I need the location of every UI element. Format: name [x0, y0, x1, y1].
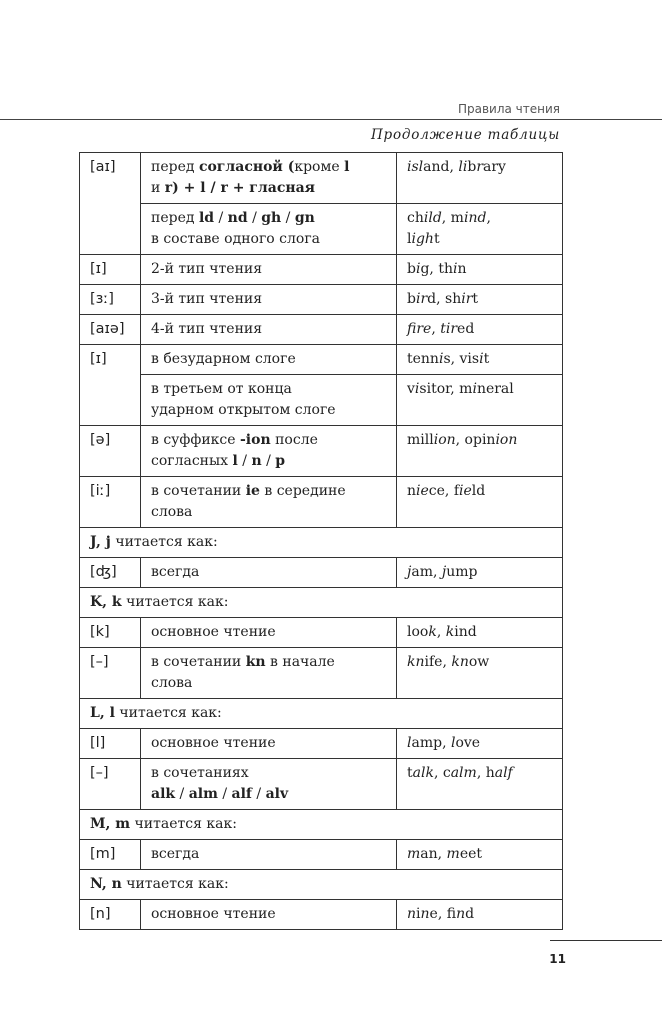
text-segment: в составе одного слога	[151, 231, 321, 247]
letter-header-row	[80, 588, 563, 618]
bold-segment: J, j	[90, 534, 111, 550]
italic-segment: alm	[450, 765, 477, 781]
italic-segment: i	[452, 261, 458, 277]
examples-cell	[397, 204, 563, 255]
text-segment: /	[237, 453, 252, 469]
text-segment: в безударном слоге	[151, 351, 296, 367]
text-segment: в середине	[259, 483, 346, 499]
rule-description-cell	[141, 426, 397, 477]
examples-cell	[397, 729, 563, 759]
letter-header-cell	[80, 528, 563, 558]
letter-header-cell	[80, 810, 563, 840]
text-segment: и	[151, 180, 165, 196]
italic-segment: i	[414, 381, 420, 397]
text-segment: ld	[471, 483, 486, 499]
text-segment: , m	[441, 210, 464, 226]
text-segment: mill	[407, 432, 434, 448]
italic-segment: ir	[445, 321, 458, 337]
letter-header-row	[80, 870, 563, 900]
bold-segment: ld	[198, 210, 215, 226]
sound-cell: [–]	[80, 759, 141, 810]
text-segment: neral	[476, 381, 514, 397]
italic-segment: l	[450, 735, 456, 751]
text-segment: t	[483, 351, 490, 367]
text-segment: 4-й тип чтения	[151, 321, 263, 337]
italic-segment: n	[407, 906, 417, 922]
letter-header-row	[80, 699, 563, 729]
text-segment: ce, f	[428, 483, 460, 499]
text-segment: основное чтение	[151, 735, 276, 751]
examples-cell	[397, 759, 563, 810]
rule-row	[80, 648, 563, 699]
text-segment: /	[247, 210, 262, 226]
italic-segment: alk	[412, 765, 434, 781]
italic-segment: m	[446, 846, 460, 862]
italic-segment: i	[472, 381, 477, 397]
text-segment: перед	[151, 210, 199, 226]
text-segment: l	[407, 231, 412, 247]
text-segment: ary	[483, 159, 506, 175]
text-segment: b	[467, 159, 477, 175]
rule-description-cell	[141, 558, 397, 588]
letter-header-row	[80, 810, 563, 840]
text-segment: b	[407, 261, 416, 277]
text-segment: 2-й тип чтения	[151, 261, 263, 277]
text-segment: t	[472, 291, 479, 307]
rule-row	[80, 618, 563, 648]
sound-cell: [k]	[80, 618, 141, 648]
text-segment: /	[251, 786, 266, 802]
text-segment: b	[407, 291, 416, 307]
text-segment: читается как:	[121, 876, 229, 892]
rule-row	[80, 558, 563, 588]
italic-segment: li	[458, 159, 468, 175]
bold-segment: p	[275, 453, 286, 469]
italic-segment: i	[438, 351, 444, 367]
bold-segment: l	[344, 159, 350, 175]
italic-segment: ie	[416, 483, 429, 499]
text-segment: , c	[433, 765, 451, 781]
bold-segment: -ion	[239, 432, 271, 448]
bold-segment: M, m	[90, 816, 131, 832]
text-segment: ind	[454, 624, 477, 640]
text-segment: в суффиксе	[151, 432, 240, 448]
text-segment: 3-й тип чтения	[151, 291, 263, 307]
text-segment: читается как:	[110, 534, 218, 550]
bold-segment: ie	[245, 483, 260, 499]
bold-segment: alf	[231, 786, 252, 802]
rule-description-cell	[141, 285, 397, 315]
rule-description-cell	[141, 729, 397, 759]
table-continuation-label: Продолжение таблицы	[370, 127, 560, 143]
text-segment: an,	[420, 846, 447, 862]
rule-row	[80, 204, 563, 255]
text-segment: ed	[457, 321, 475, 337]
text-segment: /	[217, 786, 232, 802]
examples-cell	[397, 477, 563, 528]
rule-description-cell	[141, 900, 397, 930]
italic-segment: i	[479, 351, 484, 367]
rule-description-cell	[141, 255, 397, 285]
text-segment: в начале	[265, 654, 335, 670]
italic-segment: k	[428, 624, 437, 640]
examples-cell	[397, 315, 563, 345]
rule-description-cell	[141, 345, 397, 375]
italic-segment: ie	[459, 483, 472, 499]
rule-description-cell	[141, 759, 397, 810]
examples-cell	[397, 558, 563, 588]
examples-cell	[397, 375, 563, 426]
text-segment: читается как:	[114, 705, 222, 721]
sound-cell: [iː]	[80, 477, 141, 528]
text-segment: в сочетании	[151, 483, 246, 499]
text-segment: e, fi	[429, 906, 457, 922]
rule-row	[80, 375, 563, 426]
letter-header-cell	[80, 870, 563, 900]
text-segment: eet	[459, 846, 483, 862]
bold-segment: alm	[188, 786, 218, 802]
text-segment: i	[416, 906, 421, 922]
text-segment: ump	[446, 564, 478, 580]
italic-segment: kn	[407, 654, 425, 670]
rule-row	[80, 840, 563, 870]
italic-segment: j	[407, 564, 412, 580]
text-segment: в сочетаниях	[151, 765, 249, 781]
italic-segment: igh	[411, 231, 434, 247]
bold-segment: согласной (	[198, 159, 295, 175]
text-segment: кроме	[294, 159, 345, 175]
text-segment: перед	[151, 159, 199, 175]
italic-segment: n	[420, 906, 430, 922]
text-segment: tenn	[407, 351, 439, 367]
text-segment: всегда	[151, 564, 200, 580]
rule-row	[80, 426, 563, 477]
text-segment: d	[465, 906, 475, 922]
text-segment: слова	[151, 504, 193, 520]
italic-segment: ion	[433, 432, 456, 448]
text-segment: читается как:	[121, 594, 229, 610]
rule-description-cell	[141, 618, 397, 648]
bold-segment: nd	[227, 210, 248, 226]
text-segment: d, sh	[427, 291, 462, 307]
bold-segment: kn	[245, 654, 266, 670]
sound-cell: [–]	[80, 648, 141, 699]
text-segment: t	[407, 765, 413, 781]
reading-rules-table	[79, 152, 563, 930]
text-segment: всегда	[151, 846, 200, 862]
text-segment: sitor, m	[419, 381, 473, 397]
examples-cell	[397, 285, 563, 315]
italic-segment: ind	[463, 210, 487, 226]
text-segment: в сочетании	[151, 654, 246, 670]
bold-segment: alk	[151, 786, 176, 802]
examples-cell	[397, 426, 563, 477]
text-segment: слова	[151, 675, 193, 691]
italic-segment: fire	[407, 321, 432, 337]
text-segment: t	[433, 231, 440, 247]
italic-segment: ion	[495, 432, 518, 448]
italic-segment: l	[407, 735, 412, 751]
bold-segment: N, n	[90, 876, 122, 892]
text-segment: ,	[431, 321, 441, 337]
examples-cell	[397, 900, 563, 930]
letter-header-cell	[80, 588, 563, 618]
text-segment: ударном открытом слоге	[151, 402, 336, 418]
text-segment: n	[457, 261, 467, 277]
sound-cell: [aɪ]	[80, 153, 141, 255]
italic-segment: kn	[451, 654, 469, 670]
sound-cell: [aɪə]	[80, 315, 141, 345]
text-segment: and,	[423, 159, 459, 175]
text-segment: /	[214, 210, 228, 226]
italic-segment: m	[407, 846, 421, 862]
reading-rules-body	[80, 153, 563, 930]
text-segment: основное чтение	[151, 906, 276, 922]
rule-description-cell	[141, 840, 397, 870]
bold-segment: alv	[265, 786, 289, 802]
italic-segment: k	[445, 624, 455, 640]
text-segment: после	[270, 432, 318, 448]
text-segment: ove	[455, 735, 481, 751]
text-segment: n	[407, 483, 417, 499]
text-segment: основное чтение	[151, 624, 276, 640]
sound-cell: [ʤ]	[80, 558, 141, 588]
text-segment: читается как:	[130, 816, 237, 832]
examples-cell	[397, 345, 563, 375]
italic-segment: ir	[461, 291, 473, 307]
sound-cell: [l]	[80, 729, 141, 759]
italic-segment: r	[476, 159, 484, 175]
rule-row	[80, 315, 563, 345]
text-segment: ,	[436, 624, 446, 640]
rule-row	[80, 255, 563, 285]
sound-cell: [n]	[80, 900, 141, 930]
text-segment: согласных	[151, 453, 233, 469]
text-segment: ch	[407, 210, 424, 226]
running-head: Правила чтения	[457, 102, 560, 116]
text-segment: /	[175, 786, 189, 802]
text-segment: loo	[407, 624, 429, 640]
bold-segment: n	[251, 453, 262, 469]
rule-row	[80, 759, 563, 810]
letter-header-row	[80, 528, 563, 558]
rule-description-cell	[141, 477, 397, 528]
italic-segment: ir	[415, 291, 428, 307]
text-segment: v	[407, 381, 415, 397]
text-segment: /	[261, 453, 276, 469]
rule-description-cell	[141, 375, 397, 426]
italic-segment: j	[441, 564, 447, 580]
examples-cell	[397, 618, 563, 648]
text-segment: в третьем от конца	[151, 381, 292, 397]
rule-description-cell	[141, 648, 397, 699]
bold-segment: gh	[261, 210, 282, 226]
footer-rule	[550, 940, 662, 941]
italic-segment: alf	[494, 765, 513, 781]
rule-description-cell	[141, 204, 397, 255]
header-rule	[0, 119, 662, 120]
sound-cell: [ɜː]	[80, 285, 141, 315]
rule-row	[80, 477, 563, 528]
text-segment: ow	[468, 654, 490, 670]
bold-segment: L, l	[90, 705, 115, 721]
text-segment: , h	[476, 765, 495, 781]
examples-cell	[397, 648, 563, 699]
examples-cell	[397, 153, 563, 204]
sound-cell: [ɪ]	[80, 345, 141, 426]
text-segment: g, th	[420, 261, 453, 277]
text-segment: s, vis	[443, 351, 480, 367]
text-segment: , opin	[455, 432, 496, 448]
rule-row	[80, 729, 563, 759]
rule-description-cell	[141, 153, 397, 204]
italic-segment: ild	[423, 210, 442, 226]
page-number: 11	[549, 952, 566, 966]
rule-row	[80, 285, 563, 315]
bold-segment: K, k	[90, 594, 122, 610]
examples-cell	[397, 255, 563, 285]
sound-cell: [ə]	[80, 426, 141, 477]
rule-row	[80, 153, 563, 204]
text-segment: amp,	[411, 735, 451, 751]
text-segment: am,	[411, 564, 442, 580]
sound-cell: [ɪ]	[80, 255, 141, 285]
italic-segment: isl	[407, 159, 424, 175]
italic-segment: i	[415, 261, 421, 277]
italic-segment: n	[456, 906, 466, 922]
examples-cell	[397, 840, 563, 870]
rule-row	[80, 900, 563, 930]
rule-description-cell	[141, 315, 397, 345]
letter-header-cell	[80, 699, 563, 729]
text-segment: ,	[486, 210, 491, 226]
bold-segment: l	[232, 453, 238, 469]
bold-segment: r) + l / r + гласная	[164, 180, 316, 196]
italic-segment: t	[440, 321, 446, 337]
bold-segment: gn	[294, 210, 315, 226]
rule-row	[80, 345, 563, 375]
text-segment: ife,	[424, 654, 452, 670]
sound-cell: [m]	[80, 840, 141, 870]
text-segment: /	[281, 210, 295, 226]
